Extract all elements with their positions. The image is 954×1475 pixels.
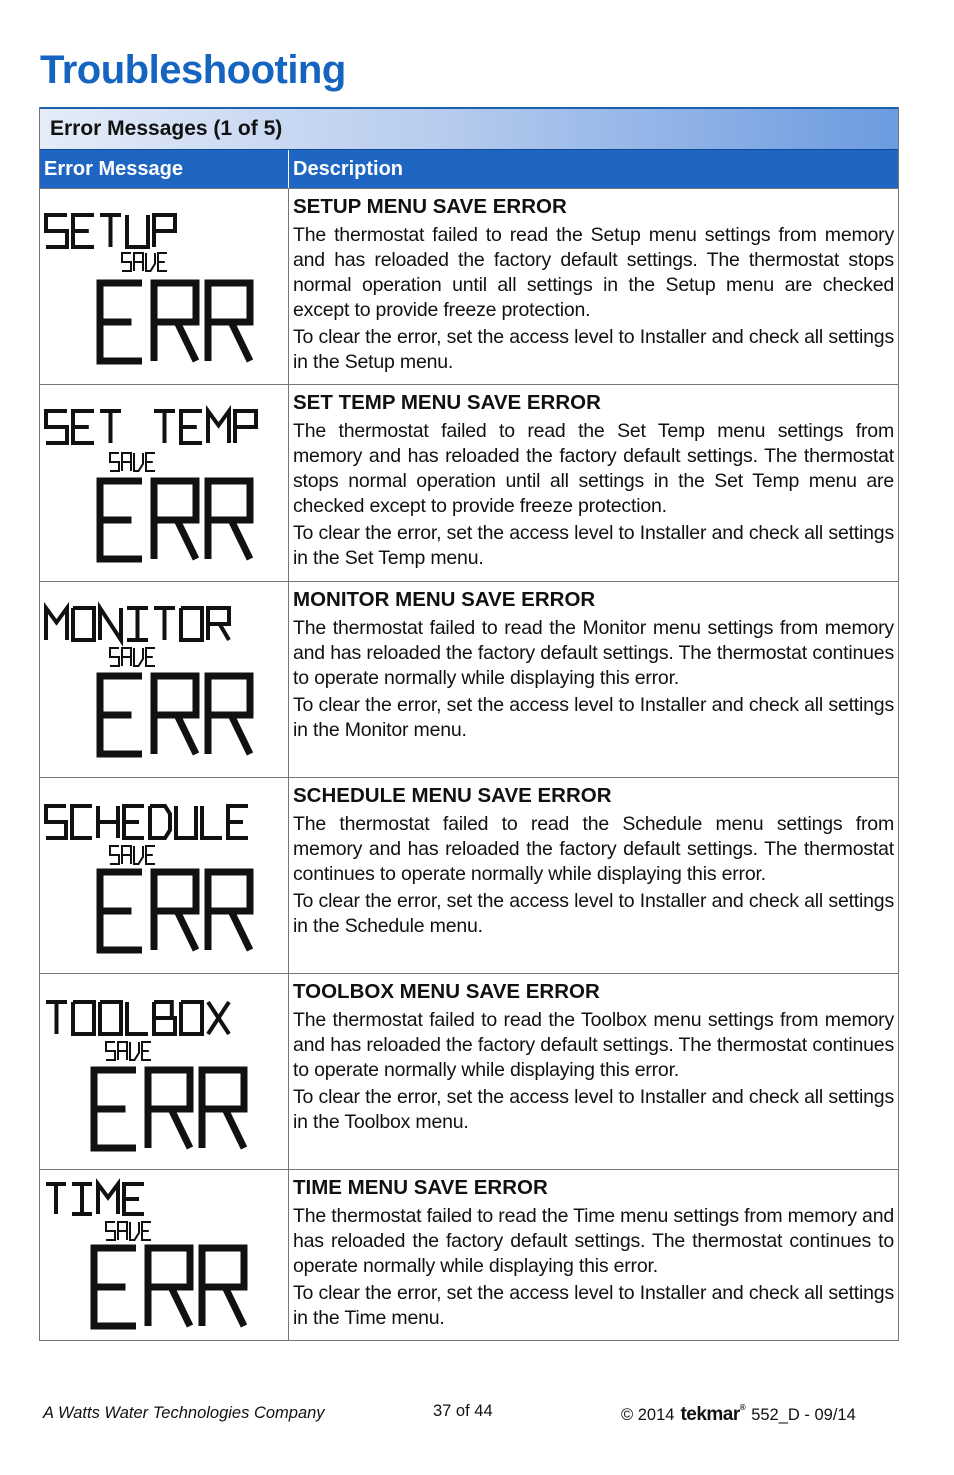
error-resolution: To clear the error, set the access level to Installer and check all settings in the Toolbox menu. (293, 1086, 894, 1133)
lcd-display-cell (40, 1170, 289, 1340)
lcd-glyph-r (208, 608, 229, 640)
error-heading: TIME MENU SAVE ERROR (293, 1176, 548, 1199)
lcd-err-text (100, 676, 250, 754)
table-row (40, 384, 898, 581)
lcd-glyph-c (72, 806, 92, 838)
error-messages-table (39, 107, 899, 1341)
lcd-glyph-a (118, 1222, 127, 1240)
lcd-glyph-r (154, 676, 196, 754)
lcd-glyph-e (181, 411, 202, 443)
error-resolution: To clear the error, set the access level to Installer and check all settings in the Time menu. (293, 1282, 894, 1329)
column-header-error-message: Error Message (40, 150, 289, 188)
lcd-glyph-t (154, 411, 175, 443)
lcd-glyph-h (98, 806, 118, 838)
lcd-glyph-e (94, 1248, 136, 1326)
error-resolution: To clear the error, set the access level to Installer and check all settings in the Setup menu. (293, 326, 894, 373)
description-cell (289, 1170, 898, 1340)
lcd-glyph-p (154, 215, 175, 247)
lcd-glyph-r (154, 283, 196, 361)
lcd-glyph-e (146, 453, 155, 471)
lcd-glyph-o (73, 608, 94, 640)
lcd-save-text (110, 648, 155, 666)
lcd-save-text (110, 846, 155, 864)
lcd-err-text (100, 481, 250, 559)
lcd-err-text (94, 1070, 244, 1148)
lcd-glyph-e (100, 872, 142, 950)
lcd-glyph-e (142, 1222, 151, 1240)
lcd-glyph-e (100, 481, 142, 559)
lcd-glyph-e (100, 676, 142, 754)
lcd-glyph-s (46, 806, 66, 838)
lcd-glyph-s (106, 1222, 115, 1240)
lcd-glyph-s (106, 1042, 115, 1060)
lcd-glyph-e (124, 1184, 144, 1214)
lcd-glyph-a (122, 846, 131, 864)
lcd-glyph-o (73, 1002, 94, 1034)
lcd-glyph-a (122, 453, 131, 471)
lcd-glyph-u (176, 806, 196, 838)
lcd-display (40, 778, 288, 974)
error-heading: SET TEMP MENU SAVE ERROR (293, 391, 601, 414)
brand-name: tekmar (680, 1404, 740, 1425)
lcd-glyph-e (228, 806, 248, 838)
lcd-display (40, 189, 288, 385)
lcd-glyph-s (122, 253, 131, 271)
error-heading: SETUP MENU SAVE ERROR (293, 195, 567, 218)
lcd-top-text (46, 1184, 144, 1214)
lcd-top-text (46, 806, 248, 838)
footer-page-number: 37 of 44 (433, 1402, 493, 1420)
lcd-glyph-t (100, 215, 121, 247)
lcd-glyph-e (146, 846, 155, 864)
lcd-glyph-u (127, 215, 148, 247)
lcd-glyph-s (46, 411, 67, 443)
lcd-display (40, 582, 288, 778)
lcd-glyph-s (46, 215, 67, 247)
error-resolution: To clear the error, set the access level to Installer and check all settings in the Schedule menu. (293, 890, 894, 937)
lcd-display (40, 1170, 288, 1341)
footer-right (621, 1404, 856, 1426)
lcd-glyph-m (46, 608, 67, 640)
lcd-glyph-s (110, 648, 119, 666)
lcd-glyph-a (134, 253, 143, 271)
error-detail: The thermostat failed to read the Toolbox menu settings from memory and has reloaded the factory default settings. The thermostat continues to operate normally while displaying this error. (293, 1009, 894, 1081)
lcd-glyph-e (100, 283, 142, 361)
lcd-glyph-t (46, 1002, 67, 1034)
lcd-err-text (100, 283, 250, 361)
lcd-glyph-v (134, 453, 143, 471)
lcd-save-text (122, 253, 167, 271)
lcd-save-text (110, 453, 155, 471)
lcd-glyph-b (154, 1002, 175, 1034)
lcd-glyph-e (146, 648, 155, 666)
description-cell (289, 385, 898, 581)
lcd-glyph-a (122, 648, 131, 666)
lcd-glyph-m (208, 411, 229, 443)
error-detail: The thermostat failed to read the Set Temp menu settings from memory and has reloaded the factory default settings. The thermostat stops normal operation until all settings in the Set Temp menu are checked except to provide freeze protection. (293, 420, 894, 517)
lcd-top-text (46, 215, 175, 247)
lcd-glyph-i (127, 608, 148, 640)
lcd-glyph-e (158, 253, 167, 271)
lcd-glyph-r (202, 1248, 244, 1326)
lcd-glyph-e (73, 215, 94, 247)
lcd-glyph-v (134, 846, 143, 864)
table-row (40, 777, 898, 973)
lcd-glyph-r (154, 481, 196, 559)
lcd-glyph-d (150, 806, 170, 838)
lcd-display-cell (40, 974, 289, 1169)
tekmar-logo (680, 1404, 745, 1426)
lcd-glyph-t (46, 1184, 66, 1214)
registered-mark: ® (739, 1402, 746, 1412)
lcd-glyph-m (98, 1184, 118, 1214)
error-detail: The thermostat failed to read the Schedule menu settings from memory and has reloaded the factory default settings. The thermostat continues to operate normally while displaying this error. (293, 813, 894, 885)
table-row (40, 581, 898, 777)
lcd-save-text (106, 1222, 151, 1240)
error-heading: SCHEDULE MENU SAVE ERROR (293, 784, 612, 807)
error-resolution: To clear the error, set the access level to Installer and check all settings in the Set Temp menu. (293, 522, 894, 569)
lcd-glyph-r (208, 872, 250, 950)
lcd-glyph-v (130, 1222, 139, 1240)
lcd-top-text (46, 1002, 229, 1034)
error-detail: The thermostat failed to read the Time menu settings from memory and has reloaded the factory default settings. The thermostat continues to operate normally while displaying this error. (293, 1205, 894, 1277)
error-heading: TOOLBOX MENU SAVE ERROR (293, 980, 600, 1003)
lcd-glyph-n (100, 608, 121, 640)
lcd-glyph-r (202, 1070, 244, 1148)
lcd-display-cell (40, 189, 289, 384)
error-detail: The thermostat failed to read the Monitor menu settings from memory and has reloaded the factory default settings. The thermostat continues to operate normally while displaying this error. (293, 617, 894, 689)
lcd-top-text (46, 411, 256, 443)
section-header (40, 107, 898, 149)
lcd-save-text (106, 1042, 151, 1060)
table-row (40, 1169, 898, 1340)
lcd-glyph-e (73, 411, 94, 443)
lcd-glyph-s (110, 453, 119, 471)
table-row (40, 973, 898, 1169)
error-heading: MONITOR MENU SAVE ERROR (293, 588, 596, 611)
page-title: Troubleshooting (40, 48, 346, 92)
lcd-glyph-o (181, 1002, 202, 1034)
column-header-description: Description (293, 157, 404, 180)
lcd-glyph-s (110, 846, 119, 864)
lcd-glyph-t (154, 608, 175, 640)
description-cell (289, 189, 898, 384)
lcd-glyph-r (154, 872, 196, 950)
table-row (40, 188, 898, 384)
footer-copyright: © 2014 (621, 1405, 675, 1424)
lcd-glyph-l (127, 1002, 148, 1034)
error-resolution: To clear the error, set the access level to Installer and check all settings in the Monitor menu. (293, 694, 894, 741)
lcd-err-text (94, 1248, 244, 1326)
description-cell (289, 582, 898, 777)
lcd-glyph-r (208, 676, 250, 754)
footer-company: A Watts Water Technologies Company (43, 1404, 325, 1422)
lcd-glyph-v (134, 648, 143, 666)
lcd-glyph-i (72, 1184, 92, 1214)
lcd-glyph-x (208, 1002, 229, 1034)
lcd-glyph-v (146, 253, 155, 271)
column-header-row (40, 149, 898, 188)
lcd-glyph-o (181, 608, 202, 640)
lcd-err-text (100, 872, 250, 950)
description-cell (289, 778, 898, 973)
lcd-glyph-e (94, 1070, 136, 1148)
lcd-glyph-p (235, 411, 256, 443)
lcd-glyph-r (148, 1248, 190, 1326)
lcd-glyph-a (118, 1042, 127, 1060)
lcd-display (40, 385, 288, 582)
lcd-glyph-l (202, 806, 222, 838)
lcd-top-text (46, 608, 229, 640)
lcd-glyph-v (130, 1042, 139, 1060)
lcd-display-cell (40, 778, 289, 973)
section-title: Error Messages (1 of 5) (50, 117, 283, 140)
lcd-glyph-e (142, 1042, 151, 1060)
lcd-glyph-r (148, 1070, 190, 1148)
footer-doc-code: 552_D - 09/14 (751, 1405, 856, 1424)
lcd-glyph-t (100, 411, 121, 443)
lcd-glyph-e (124, 806, 144, 838)
lcd-glyph-r (208, 283, 250, 361)
lcd-glyph-r (208, 481, 250, 559)
description-cell (289, 974, 898, 1169)
lcd-glyph-o (100, 1002, 121, 1034)
lcd-display-cell (40, 385, 289, 581)
lcd-display-cell (40, 582, 289, 777)
lcd-display (40, 974, 288, 1170)
error-detail: The thermostat failed to read the Setup menu settings from memory and has reloaded the factory default settings. The thermostat stops normal operation until all settings in the Setup menu are checked except to provide freeze protection. (293, 224, 894, 321)
